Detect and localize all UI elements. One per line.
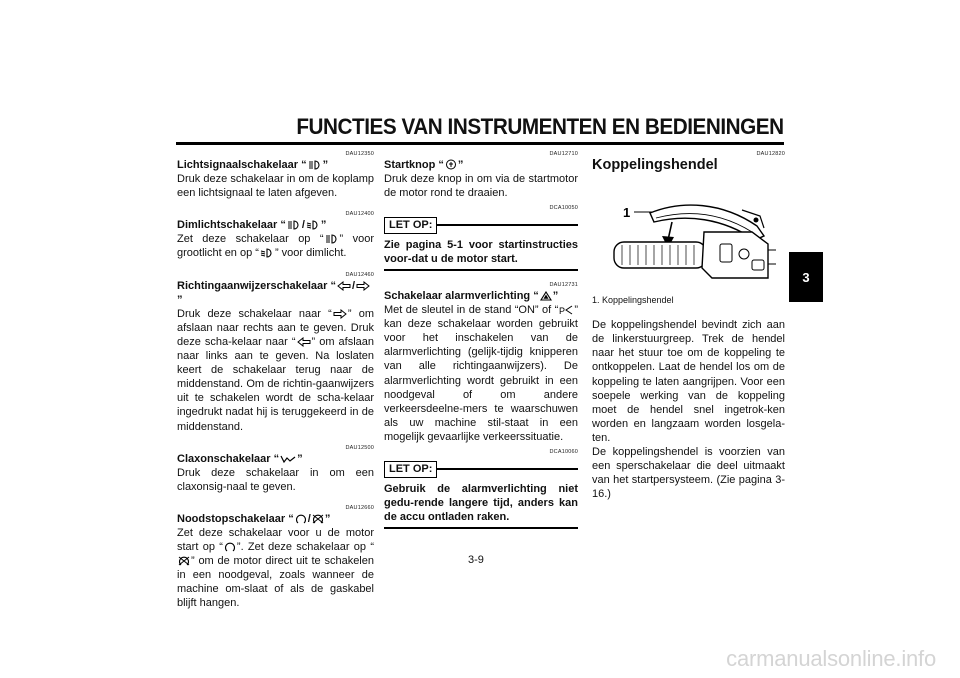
clutch-lever-illustration bbox=[592, 180, 776, 290]
high-beam-icon bbox=[287, 220, 301, 230]
notice-text: Zie pagina 5-1 voor startinstructies voor-dat u de motor start. bbox=[384, 239, 578, 266]
clutch-lever-figure bbox=[592, 180, 776, 290]
section-code: DAU12710 bbox=[549, 151, 578, 157]
notice-label: LET OP: bbox=[384, 217, 437, 234]
passing-switch-text: Druk deze schakelaar in om de koplamp een lichtsignaal te laten afgeven. bbox=[177, 173, 374, 200]
heading-dimmer-switch: Dimlichtschakelaar “ / ” bbox=[177, 219, 327, 232]
column-3 bbox=[592, 150, 785, 501]
engine-run-icon bbox=[295, 514, 307, 524]
svg-text:P: P bbox=[559, 306, 566, 316]
title-rule bbox=[176, 142, 784, 145]
section-code: DAU12500 bbox=[345, 444, 374, 451]
engine-stop-text: Zet deze schakelaar voor u de motor start op “ ”. Zet deze schakelaar op “” om de motor direct uit te schakelen in een noodgeval, zoals wanneer de machine om-slaat of als de gaskabel blijft hangen. bbox=[177, 526, 374, 610]
hazard-icon bbox=[540, 291, 552, 301]
heading-hazard-switch: Schakelaar alarmverlichting “ ” bbox=[384, 289, 559, 302]
engine-stop-icon bbox=[312, 514, 324, 524]
turn-left-icon bbox=[297, 337, 311, 347]
horn-switch-text: Druk deze schakelaar in om een claxonsig-naal te geven. bbox=[177, 466, 374, 493]
heading-turn-signal-switch: Richtingaanwijzerschakelaar “ /” bbox=[177, 279, 374, 307]
notice-box bbox=[384, 458, 578, 478]
low-beam-icon bbox=[260, 248, 274, 258]
page-number: 3-9 bbox=[468, 554, 484, 566]
column-1 bbox=[177, 150, 374, 611]
section-code: DAU12660 bbox=[345, 504, 374, 511]
engine-stop-icon bbox=[178, 556, 190, 566]
heading-engine-stop-switch: Noodstopschakelaar “ / ” bbox=[177, 512, 331, 525]
figure-caption: 1. Koppelingshendel bbox=[592, 295, 674, 306]
heading-passing-switch: Lichtsignaalschakelaar “ ” bbox=[177, 159, 329, 171]
heading-horn-switch: Claxonschakelaar “ ” bbox=[177, 452, 303, 465]
start-switch-text: Druk deze knop in om via de startmotor de motor rond te draaien. bbox=[384, 173, 578, 200]
turn-signal-text: Druk deze schakelaar naar “ ” om afslaan naar rechts aan te geven. Druk deze scha-kelaar naar “ ” om afslaan naar links aan te geven. Na loslaten keert de schakelaar terug naar de middenstand. Om de richtin-gaanwijzers uit te schakelen wordt de scha-kelaar ingedrukt nadat hij is teruggekeerd in de middenstand. bbox=[177, 307, 375, 433]
low-beam-icon bbox=[306, 220, 320, 230]
section-code: DCA10050 bbox=[549, 205, 578, 212]
heading-clutch-lever: Koppelingshendel bbox=[592, 157, 718, 173]
horn-icon bbox=[280, 454, 296, 464]
hazard-switch-text: Met de sleutel in de stand “ON” of “ P ” kan deze schakelaar worden gebruikt voor het inschakelen van de alarmverlichting (gelijk-tijdig knipperen van alle richtingaanwijzers). De alarmverlichting wordt gebruikt in een noodgeval of om andere verkeersdeelne-mers te waarschuwen als uw machine stil-staat in een mogelijk gevaarlijke verkeerssituatie. bbox=[384, 304, 578, 443]
section-code: DAU12400 bbox=[345, 211, 374, 218]
engine-run-icon bbox=[224, 542, 236, 552]
notice-box bbox=[384, 214, 578, 234]
heading-start-switch: Startknop “ ” bbox=[384, 159, 464, 171]
notice-label: LET OP: bbox=[384, 461, 437, 478]
clutch-lever-text: De koppelingshendel bevindt zich aan de linkerstuurgreep. Trek de hendel naar het stuur toe om de koppeling te ontkoppelen. Laat de hendel los om de koppeling te laten aangrijpen. Voor een soepele werking van de koppeling moet de hendel snel ingetrok-ken worden en langzaam worden losgela-ten. bbox=[592, 319, 785, 444]
high-beam-icon bbox=[325, 234, 339, 244]
column-2 bbox=[384, 150, 578, 529]
watermark: carmanualsonline.info bbox=[726, 646, 936, 671]
turn-left-icon bbox=[337, 281, 351, 291]
passing-light-icon bbox=[308, 160, 322, 170]
section-code: DAU12820 bbox=[756, 151, 785, 157]
figure-callout: 1 bbox=[623, 205, 631, 221]
notice-end-rule bbox=[384, 527, 578, 529]
turn-right-icon bbox=[333, 309, 347, 319]
section-code: DAU12460 bbox=[345, 271, 374, 278]
chapter-tab: 3 bbox=[789, 252, 823, 302]
start-icon bbox=[445, 159, 457, 170]
turn-right-icon bbox=[356, 281, 370, 291]
section-code: DAU12731 bbox=[549, 281, 578, 288]
dimmer-switch-text: Zet deze schakelaar op “ ” voor grootlicht en op “ ” voor dimlicht. bbox=[177, 233, 374, 260]
section-code: DCA10060 bbox=[549, 449, 578, 455]
section-code: DAU12350 bbox=[345, 151, 374, 157]
parking-position-icon bbox=[559, 305, 573, 315]
notice-text: Gebruik de alarmverlichting niet gedu-rende langere tijd, anders kan de accu ontladen raken. bbox=[384, 483, 578, 524]
clutch-lever-text-2: De koppelingshendel is voorzien van een sperschakelaar die deel uitmaakt van het startpersysteem. (Zie pagina 3-16.) bbox=[592, 446, 785, 501]
page-title: FUNCTIES VAN INSTRUMENTEN EN BEDIENINGEN bbox=[296, 114, 784, 139]
